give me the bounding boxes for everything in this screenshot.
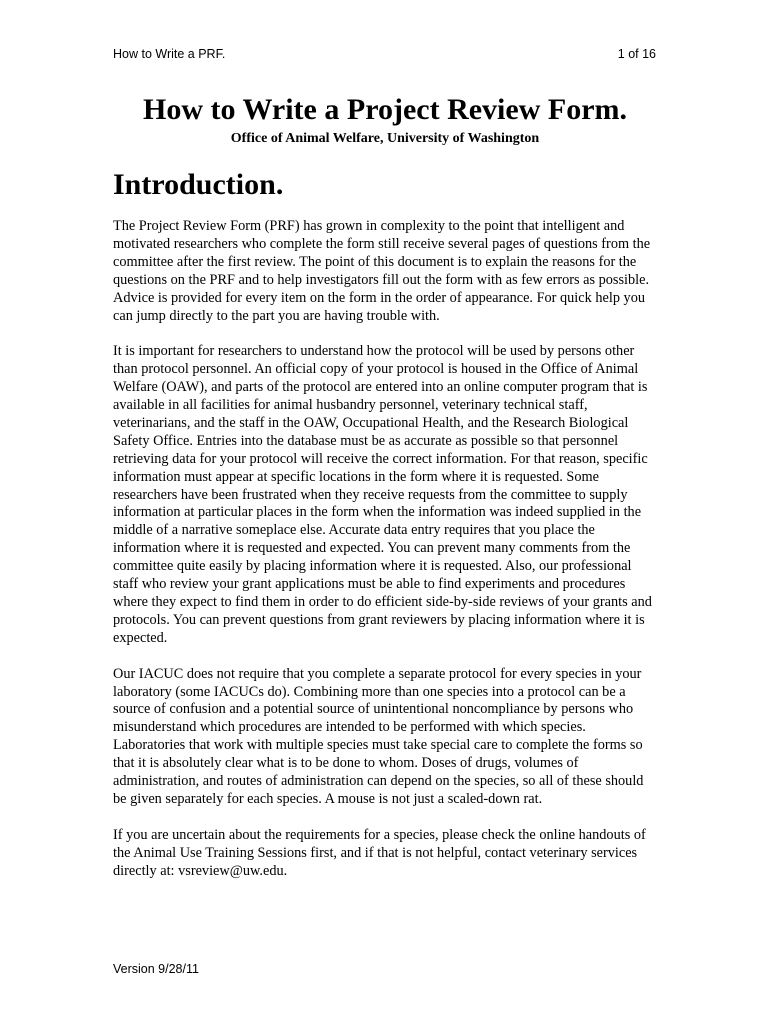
document-title: How to Write a Project Review Form. bbox=[143, 93, 627, 126]
document-subtitle: Office of Animal Welfare, University of Washington bbox=[230, 131, 540, 146]
paragraph-4: If you are uncertain about the requirements for a species, please check the online handouts of the Animal Use Training Sessions first, and if that is not helpful, contact veterinary services directly at: vsreview@uw.edu. bbox=[113, 826, 646, 879]
footer-version: Version 9/28/11 bbox=[113, 962, 199, 976]
body-text bbox=[113, 218, 660, 898]
paragraph-3: Our IACUC does not require that you complete a separate protocol for every species in your laboratory (some IACUCs do). Combining more than one species into a protocol can be a source of confusion and a potential source of unintentional noncompliance by persons who misunderstand which procedures are intended to be performed with which species. Laboratories that work with multiple species must take special care to complete the forms so that it is absolutely clear what is to be done to whom. Doses of drugs, volumes of administration, and routes of administration can depend on the species, so all of these should be given separately for each species. A mouse is not just a scaled-down rat. bbox=[113, 665, 644, 807]
paragraph-2: It is important for researchers to understand how the protocol will be used by persons other than protocol personnel. An official copy of your protocol is housed in the Office of Animal Welfare (OAW), and parts of the protocol are entered into an online computer program that is available in all facilities for animal husbandry personnel, veterinary technical staff, veterinarians, and the staff in the OAW, Occupational Health, and the Research Biological Safety Office. Entries into the database must be as accurate as possible so that personnel retrieving data for your protocol will receive the correct information. For that reason, specific information must appear at specific locations in the form where it is requested. Some researchers have been frustrated when they receive requests from the committee to supply information at particular places in the form when the information was indeed supplied in the middle of a narrative someplace else. Accurate data entry requires that you place the information where it is requested and expected. You can prevent many comments from the committee quite easily by placing information where it is requested. Also, our professional staff who review your grant applications must be able to find experiments and procedures where they expect to find them in order to do efficient side-by-side reviews of your grants and protocols. You can prevent questions from grant reviewers by placing information where it is expected. bbox=[113, 343, 652, 646]
running-header-title: How to Write a PRF. bbox=[113, 47, 226, 61]
page-number: 1 of 16 bbox=[617, 47, 656, 61]
paragraph-1: The Project Review Form (PRF) has grown in complexity to the point that intelligent and motivated researchers who complete the form still receive several pages of questions from the committee after the first review. The point of this document is to explain the reasons for the questions on the PRF and to help investigators fill out the form with as few errors as possible. Advice is provided for every item on the form in the order of appearance. For quick help you can jump directly to the part you are having trouble with. bbox=[113, 218, 651, 324]
section-heading-introduction: Introduction. bbox=[113, 168, 284, 201]
